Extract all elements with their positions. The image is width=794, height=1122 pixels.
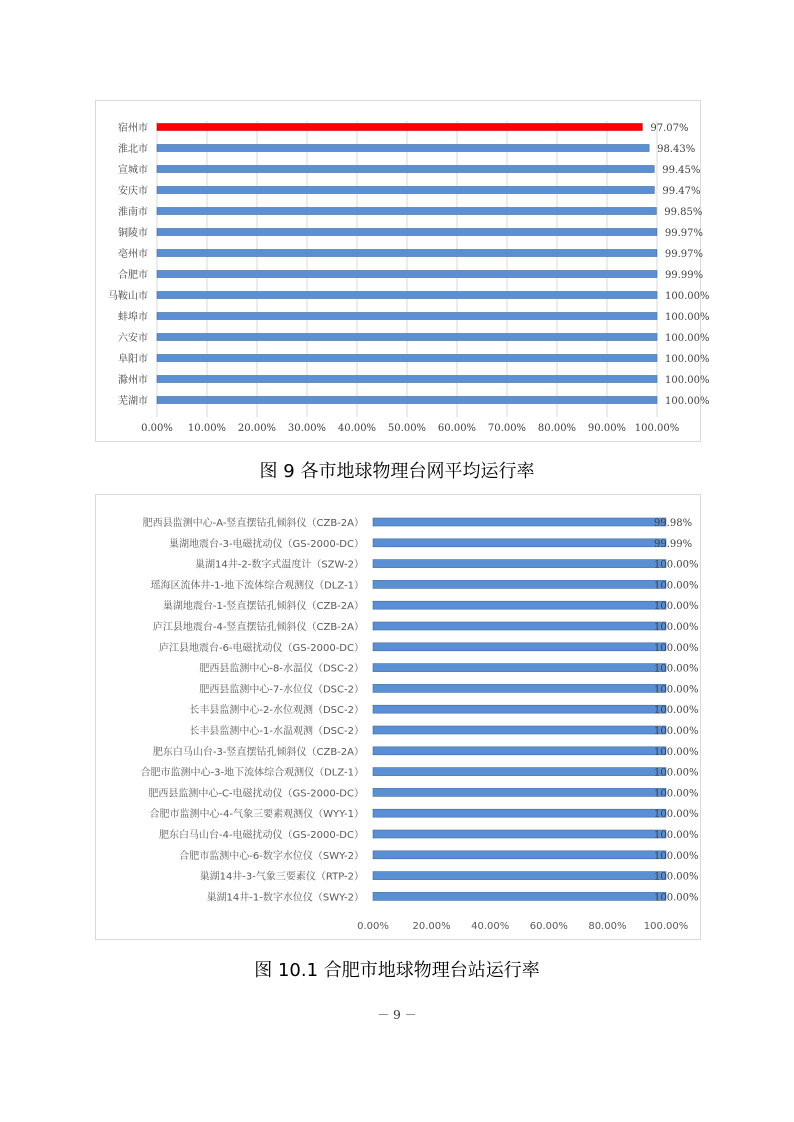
bar-1 [157, 145, 649, 152]
bar-8 [373, 684, 666, 692]
category-label: 阜阳市 [118, 354, 148, 365]
category-label: 长丰县监测中心-1-水温观测（DSC-2） [189, 726, 364, 737]
x-tick-label: 80.00% [588, 921, 627, 932]
bar-15 [373, 830, 666, 838]
category-label: 宿州市 [118, 123, 148, 134]
category-label: 巢湖14井-3-气象三要素仪（RTP-2） [199, 871, 364, 883]
data-label: 100.00% [654, 622, 699, 633]
bar-6 [373, 643, 666, 651]
x-tick-label: 40.00% [471, 921, 510, 932]
x-tick-label: 20.00% [412, 921, 451, 932]
bar-7 [373, 664, 666, 672]
bar-5 [373, 622, 666, 630]
bar-3 [157, 187, 654, 194]
data-label: 100.00% [654, 559, 699, 571]
bar-9 [157, 313, 657, 320]
bar-11 [373, 747, 666, 755]
bar-17 [373, 872, 666, 880]
data-label: 100.00% [654, 788, 699, 800]
data-label: 99.97% [664, 249, 703, 260]
category-label: 肥西县监测中心-7-水位仪（DSC-2） [199, 684, 364, 696]
category-label: 淮南市 [118, 207, 148, 218]
category-label: 六安市 [118, 333, 148, 344]
x-tick-label: 60.00% [437, 423, 477, 434]
x-tick-label: 50.00% [387, 423, 427, 434]
bar-5 [157, 229, 657, 236]
data-label: 99.99% [653, 538, 693, 550]
category-label: 庐江县地震台-6-电磁扰动仪（GS-2000-DC） [158, 642, 364, 654]
page-number: － 9 － [377, 1008, 417, 1022]
data-label: 100.00% [665, 333, 710, 344]
category-label: 蚌埠市 [118, 312, 148, 323]
bar-8 [157, 292, 657, 299]
bar-9 [373, 705, 666, 713]
bar-3 [373, 580, 666, 588]
city-network-chart-svg [96, 101, 710, 441]
bar-2 [373, 560, 666, 568]
bar-14 [373, 809, 666, 817]
category-label: 合肥市监测中心-3-地下流体综合观测仪（DLZ-1） [140, 767, 364, 779]
data-label: 100.00% [654, 705, 699, 717]
data-label: 100.00% [654, 850, 699, 862]
bar-10 [373, 726, 666, 734]
data-label: 100.00% [654, 892, 699, 904]
hefei-station-chart [95, 494, 701, 940]
bar-0 [373, 518, 666, 526]
data-label: 99.47% [662, 186, 701, 197]
category-label: 宣城市 [118, 165, 148, 176]
data-label: 98.43% [657, 144, 696, 155]
category-label: 庐江县地震台-4-竖直摆钻孔倾斜仪（CZB-2A） [152, 622, 364, 633]
bar-16 [373, 851, 666, 859]
data-label: 100.00% [654, 580, 699, 592]
category-label: 合肥市监测中心-4-气象三要素观测仪（WYY-1） [149, 809, 364, 821]
x-tick-label: 70.00% [487, 423, 527, 434]
data-label: 100.00% [654, 601, 699, 613]
bar-10 [157, 334, 657, 341]
bar-7 [157, 271, 657, 278]
category-label: 合肥市 [118, 270, 148, 281]
x-tick-label: 100.00% [634, 423, 680, 434]
x-tick-label: 90.00% [587, 423, 627, 434]
category-label: 肥东白马山台-3-竖直摆钻孔倾斜仪（CZB-2A） [152, 746, 364, 758]
bar-18 [373, 892, 666, 900]
figure-9-caption: 图 9 各市地球物理台网平均运行率 [259, 461, 535, 482]
bar-0 [157, 124, 642, 131]
x-tick-label: 10.00% [187, 423, 227, 434]
data-label: 100.00% [654, 871, 699, 883]
category-label: 肥西县监测中心-C-电磁扰动仪（GS-2000-DC） [148, 788, 364, 800]
category-label: 马鞍山市 [108, 291, 148, 302]
data-label: 100.00% [665, 375, 710, 386]
data-label: 99.45% [662, 165, 701, 176]
bar-4 [373, 601, 666, 609]
bar-12 [373, 768, 666, 776]
hefei-station-chart-svg [96, 495, 700, 939]
category-label: 合肥市监测中心-6-数字水位仪（SWY-2） [179, 850, 364, 862]
data-label: 100.00% [654, 746, 699, 758]
data-label: 97.07% [650, 123, 689, 134]
data-label: 100.00% [654, 642, 699, 654]
category-label: 巢湖14井-1-数字水位仪（SWY-2） [206, 892, 364, 904]
data-label: 100.00% [665, 312, 710, 323]
data-label: 100.00% [654, 767, 699, 779]
data-label: 100.00% [654, 684, 699, 696]
category-label: 淮北市 [118, 144, 148, 155]
x-tick-label: 30.00% [287, 423, 327, 434]
bar-1 [373, 539, 666, 547]
category-label: 铜陵市 [118, 228, 148, 239]
city-network-chart [95, 100, 710, 442]
data-label: 100.00% [654, 726, 699, 737]
data-label: 99.97% [664, 228, 703, 239]
x-tick-label: 40.00% [337, 423, 377, 434]
x-tick-label: 80.00% [537, 423, 577, 434]
data-label: 99.98% [653, 518, 693, 529]
category-label: 巢湖地震台-1-竖直摆钻孔倾斜仪（CZB-2A） [162, 601, 364, 613]
category-label: 滁州市 [118, 375, 148, 386]
x-tick-label: 60.00% [529, 921, 568, 932]
category-label: 肥东白马山台-4-电磁扰动仪（GS-2000-DC） [158, 830, 364, 841]
data-label: 100.00% [665, 354, 710, 365]
category-label: 肥西县监测中心-8-水温仪（DSC-2） [199, 663, 364, 675]
data-label: 100.00% [654, 830, 699, 841]
figure-10-1-caption: 图 10.1 合肥市地球物理台站运行率 [254, 960, 540, 981]
bar-11 [157, 355, 657, 362]
bar-2 [157, 166, 654, 173]
category-label: 长丰县监测中心-2-水位观测（DSC-2） [189, 705, 364, 717]
bar-12 [157, 376, 657, 383]
x-tick-label: 100.00% [643, 921, 689, 932]
category-label: 巢湖地震台-3-电磁扰动仪（GS-2000-DC） [168, 538, 364, 550]
bar-4 [157, 208, 656, 215]
bar-6 [157, 250, 657, 257]
bar-13 [373, 788, 666, 796]
category-label: 安庆市 [118, 186, 148, 197]
bar-13 [157, 397, 657, 404]
data-label: 99.99% [664, 270, 704, 281]
x-tick-label: 0.00% [141, 423, 173, 434]
category-label: 瑶海区流体井-1-地下流体综合观测仪（DLZ-1） [150, 580, 364, 592]
category-label: 巢湖14井-2-数字式温度计（SZW-2） [195, 559, 364, 571]
data-label: 100.00% [665, 291, 710, 302]
category-label: 亳州市 [118, 249, 148, 260]
x-tick-label: 0.00% [357, 921, 389, 932]
data-label: 100.00% [654, 809, 699, 821]
category-label: 芜湖市 [118, 396, 148, 407]
x-tick-label: 20.00% [237, 423, 277, 434]
data-label: 99.85% [664, 207, 703, 218]
data-label: 100.00% [665, 396, 710, 407]
category-label: 肥西县监测中心-A-竖直摆钻孔倾斜仪（CZB-2A） [142, 518, 364, 529]
data-label: 100.00% [654, 663, 699, 675]
